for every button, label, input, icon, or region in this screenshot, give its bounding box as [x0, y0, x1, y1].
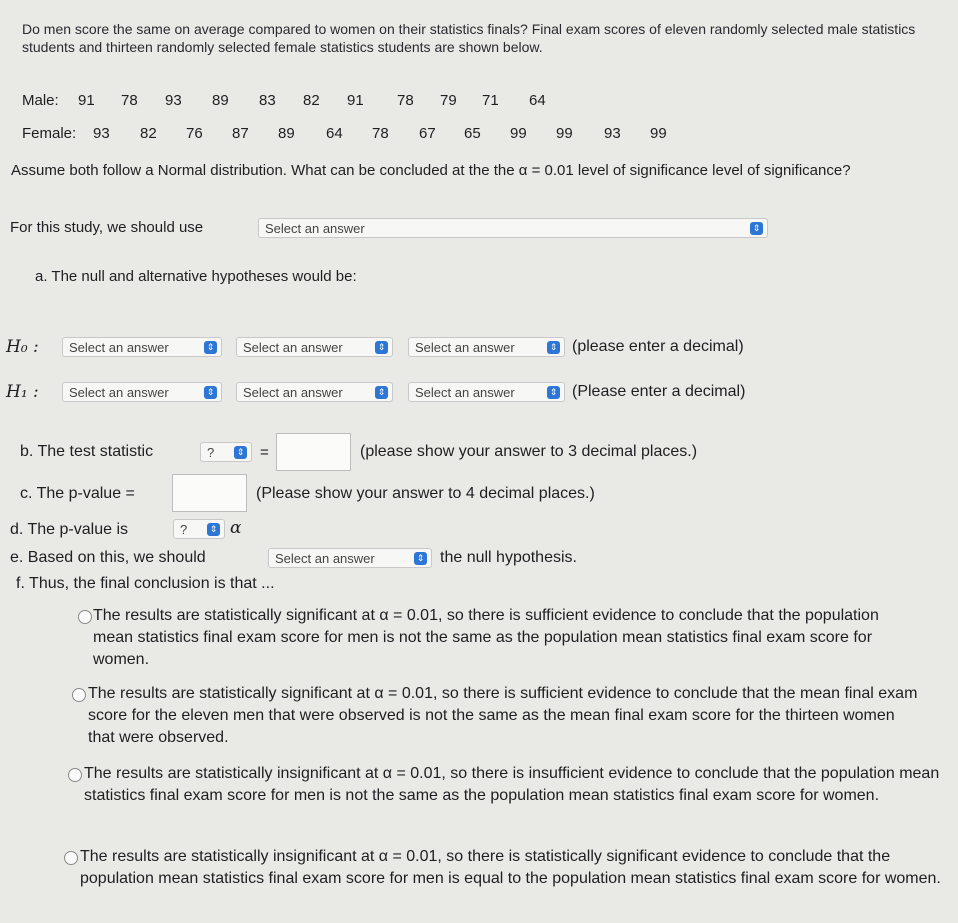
question-text: Assume both follow a Normal distribution. What can be concluded at the the α = 0.01 level of significance level of significance?: [11, 162, 851, 179]
conclusion-radio[interactable]: [72, 688, 86, 702]
female-score: 78: [372, 125, 389, 142]
chevron-updown-icon: ⇕: [414, 552, 427, 565]
conclusion-radio[interactable]: [64, 851, 78, 865]
male-score: 64: [529, 92, 546, 109]
part-c-label: c. The p-value =: [20, 485, 135, 502]
female-score: 76: [186, 125, 203, 142]
male-score: 78: [121, 92, 138, 109]
decision-select[interactable]: [268, 548, 432, 568]
h0-parameter-select[interactable]: [62, 337, 222, 357]
chevron-updown-icon: ⇕: [204, 386, 217, 399]
female-label: Female:: [22, 125, 77, 142]
chevron-updown-icon: ⇕: [750, 222, 763, 235]
male-label: Male:: [22, 92, 59, 109]
chevron-updown-icon: ⇕: [547, 341, 560, 354]
part-b-hint: (please show your answer to 3 decimal places.): [360, 443, 698, 460]
male-score: 79: [440, 92, 457, 109]
female-score: 82: [140, 125, 157, 142]
male-score: 71: [482, 92, 499, 109]
select-value: Select an answer: [415, 340, 515, 355]
part-b-label: b. The test statistic: [20, 443, 154, 460]
female-score: 87: [232, 125, 249, 142]
part-d-label: d. The p-value is: [10, 521, 128, 538]
male-score: 91: [78, 92, 95, 109]
female-score: 99: [510, 125, 527, 142]
female-score: 93: [93, 125, 110, 142]
female-score: 65: [464, 125, 481, 142]
female-score: 89: [278, 125, 295, 142]
conclusion-radio[interactable]: [78, 610, 92, 624]
chevron-updown-icon: ⇕: [547, 386, 560, 399]
part-e-suffix: the null hypothesis.: [440, 549, 577, 566]
part-c-hint: (Please show your answer to 4 decimal places.): [256, 485, 595, 502]
study-prefix: For this study, we should use: [10, 219, 204, 236]
conclusion-option[interactable]: The results are statistically insignificant at α = 0.01, so there is statistically significant evidence to conclude that the population mean statistics final exam score for men is equal to the population mean statistics final exam score for women.: [80, 848, 941, 887]
female-score: 93: [604, 125, 621, 142]
h1-operator-select[interactable]: [236, 382, 393, 402]
male-score: 82: [303, 92, 320, 109]
male-score: 89: [212, 92, 229, 109]
part-f-label: f. Thus, the final conclusion is that ...: [16, 575, 275, 592]
conclusion-option[interactable]: The results are statistically significant at α = 0.01, so there is sufficient evidence to conclude that the population mean statistics final exam score for men is not the same as the population mean statistics final exam score for women.: [93, 607, 879, 668]
conclusion-radio[interactable]: [68, 768, 82, 782]
h1-decimal-hint: (Please enter a decimal): [572, 383, 746, 400]
male-score: 83: [259, 92, 276, 109]
p-value-compare-select[interactable]: [173, 519, 225, 539]
h1-value-select[interactable]: [408, 382, 565, 402]
select-value: Select an answer: [69, 385, 169, 400]
h1-label: H₁ :: [6, 382, 39, 402]
select-value: Select an answer: [275, 551, 375, 566]
chevron-updown-icon: ⇕: [234, 446, 247, 459]
female-score: 99: [556, 125, 573, 142]
h0-decimal-hint: (please enter a decimal): [572, 338, 744, 355]
chevron-updown-icon: ⇕: [207, 523, 220, 536]
select-value: Select an answer: [69, 340, 169, 355]
h1-parameter-select[interactable]: [62, 382, 222, 402]
female-scores-row: [22, 125, 702, 145]
h0-label: H₀ :: [6, 337, 39, 357]
conclusion-option[interactable]: The results are statistically significant at α = 0.01, so there is sufficient evidence to conclude that the mean final exam score for the eleven men that were observed is not the same as the mean final exam score for the thirteen women that were observed.: [88, 685, 918, 746]
conclusion-option[interactable]: The results are statistically insignificant at α = 0.01, so there is insufficient evidence to conclude that the population mean statistics final exam score for men is not the same as the population mean statistics final exam score for women.: [84, 765, 940, 804]
test-statistic-select[interactable]: [200, 442, 252, 462]
chevron-updown-icon: ⇕: [375, 386, 388, 399]
h0-value-select[interactable]: [408, 337, 565, 357]
part-a-label: a. The null and alternative hypotheses would be:: [35, 268, 357, 285]
female-score: 67: [419, 125, 436, 142]
select-value: ?: [180, 522, 188, 537]
equals-sign: =: [260, 444, 269, 461]
select-value: Select an answer: [415, 385, 515, 400]
male-score: 78: [397, 92, 414, 109]
male-scores-row: [22, 92, 622, 112]
problem-intro: Do men score the same on average compared to women on their statistics finals? Final exam scores of eleven randomly selected male statistics students and thirteen randomly selected female statistics students are shown below.: [22, 21, 916, 55]
male-score: 93: [165, 92, 182, 109]
female-score: 64: [326, 125, 343, 142]
study-type-select[interactable]: [258, 218, 768, 238]
chevron-updown-icon: ⇕: [375, 341, 388, 354]
select-value: ?: [207, 445, 215, 460]
study-type-select-value: Select an answer: [265, 221, 365, 236]
chevron-updown-icon: ⇕: [204, 341, 217, 354]
select-value: Select an answer: [243, 385, 343, 400]
test-statistic-input[interactable]: [276, 433, 351, 471]
p-value-input[interactable]: [172, 474, 247, 512]
part-e-prefix: e. Based on this, we should: [10, 549, 206, 566]
male-score: 91: [347, 92, 364, 109]
h0-operator-select[interactable]: [236, 337, 393, 357]
female-score: 99: [650, 125, 667, 142]
select-value: Select an answer: [243, 340, 343, 355]
alpha-symbol: α: [230, 518, 242, 538]
